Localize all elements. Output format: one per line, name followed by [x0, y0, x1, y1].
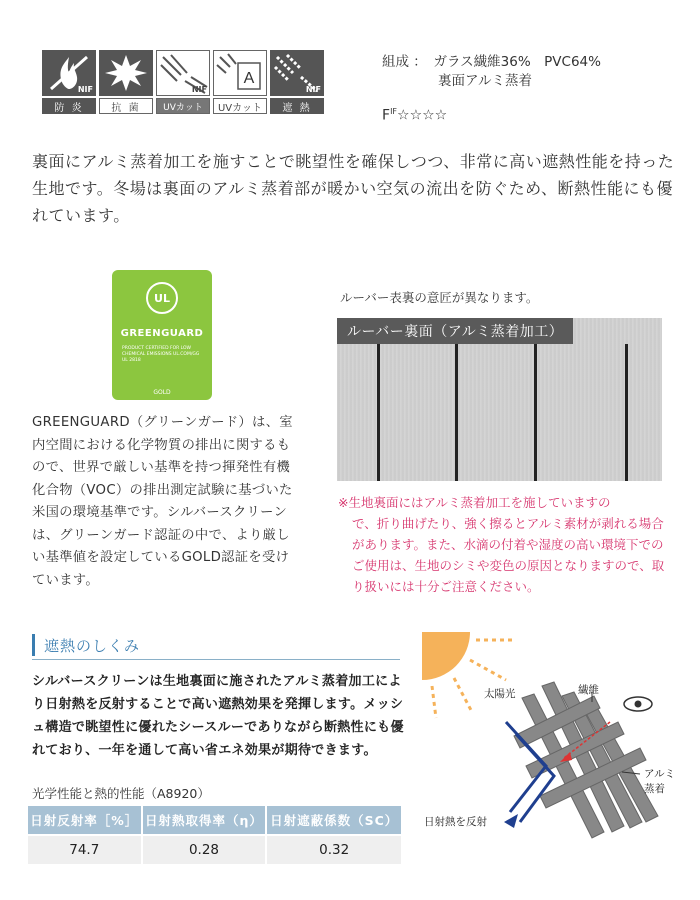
mechanism-title: 遮熱のしくみ	[44, 637, 141, 655]
louver-note-rest: で、折り曲げたり、強く擦るとアルミ素材が剥れる場合があります。また、水滴の付着や湿度の高い環境下でのご使用は、生地のシミや変色の原因となりますので、取り扱いには十分ご注意ください。	[352, 516, 665, 594]
composition-line1: ガラス繊維36% PVC64%	[433, 54, 601, 70]
formaldehyde-rating	[382, 107, 447, 124]
alu-label: アルミ蒸着	[644, 768, 676, 795]
fiber-label: 繊維	[578, 684, 599, 696]
louver-tag: ルーバー裏面（アルミ蒸着加工）	[337, 318, 573, 344]
greenguard-name: GREENGUARD	[120, 328, 204, 339]
heat-reflection-diagram	[414, 626, 690, 856]
eye-icon	[624, 697, 652, 711]
reflect-label: 日射熱を反射	[424, 816, 487, 828]
uv-a-icon	[213, 50, 267, 96]
formaldehyde-sup: IF	[390, 107, 398, 116]
heat-shield-badge	[270, 50, 324, 114]
performance-table	[28, 806, 401, 864]
performance-caption: 光学性能と熱的性能（A8920）	[32, 786, 210, 801]
table-header: 日射熱取得率（η）	[142, 806, 267, 835]
louver-note	[338, 492, 668, 597]
louver-caption: ルーバー表裏の意匠が異なります。	[340, 290, 539, 305]
badge-label: UVカット	[213, 98, 267, 114]
heat-shield-icon: NIF	[270, 50, 324, 96]
badge-label: 防 炎	[42, 98, 96, 114]
intro-text: 裏面にアルミ蒸着加工を施すことで眺望性を確保しつつ、非常に高い遮熱性能を持った生地です。冬場は裏面のアルミ蒸着部が暖かい空気の流出を防ぐため、断熱性能にも優れています。	[32, 152, 675, 225]
greenguard-logo	[112, 270, 212, 400]
burst-icon	[99, 50, 153, 96]
sun-label: 太陽光	[484, 688, 516, 700]
badge-label: 抗 菌	[99, 98, 153, 114]
composition	[382, 53, 601, 91]
formaldehyde-mark: F	[382, 107, 391, 124]
badge-label: 遮 熱	[270, 98, 324, 114]
mechanism-text: シルバースクリーンは生地裏面に施されたアルミ蒸着加工により日射熱を反射することで高い遮熱効果を発揮します。メッシュ構造で眺望性に優れたシースルーでありながら断熱性にも優れており、一年を通して高い省エネ効果が期待できます。	[32, 674, 404, 758]
table-cell: 74.7	[28, 835, 142, 864]
mechanism-heading	[32, 632, 400, 660]
uv-cut-a-badge	[213, 50, 267, 114]
composition-line2: 裏面アルミ蒸着	[438, 73, 532, 89]
uv-rays-icon: NIF	[156, 50, 210, 96]
svg-text:A: A	[243, 70, 255, 87]
table-header: 日射反射率［%］	[28, 806, 142, 835]
greenguard-gold: GOLD	[153, 389, 171, 396]
badge-label: UVカット	[156, 98, 210, 114]
ul-circle-icon: UL	[146, 282, 178, 314]
uv-cut-nif-badge	[156, 50, 210, 114]
louver-note-first: ※生地裏面にはアルミ蒸着加工を施していますの	[338, 495, 611, 510]
antibacterial-badge	[99, 50, 153, 114]
table-header: 日射遮蔽係数（SC）	[266, 806, 401, 835]
table-cell: 0.32	[266, 835, 401, 864]
table-row	[28, 835, 401, 864]
flame-retardant-badge	[42, 50, 96, 114]
star-rating: ☆☆☆☆	[397, 107, 448, 124]
composition-label: 組成 ：	[382, 54, 421, 70]
greenguard-small-text: PRODUCT CERTIFIED FOR LOW CHEMICAL EMISSIONS UL.COM/GG UL 2818	[122, 346, 200, 363]
feature-icons	[42, 50, 324, 114]
sun-icon	[422, 632, 470, 680]
greenguard-description: GREENGUARD（グリーンガード）は、室内空間における化学物質の排出に関するもので、世界で厳しい基準を持つ揮発性有機化合物（VOC）の排出測定試験に基づいた米国の環境基準です。シルバースクリーンは、グリーンガード認証の中で、より厳しい基準値を設定しているGOLD認証を受けています。	[32, 415, 293, 588]
louver-photo	[337, 318, 662, 481]
table-cell: 0.28	[142, 835, 267, 864]
flame-icon: NIF	[42, 50, 96, 96]
